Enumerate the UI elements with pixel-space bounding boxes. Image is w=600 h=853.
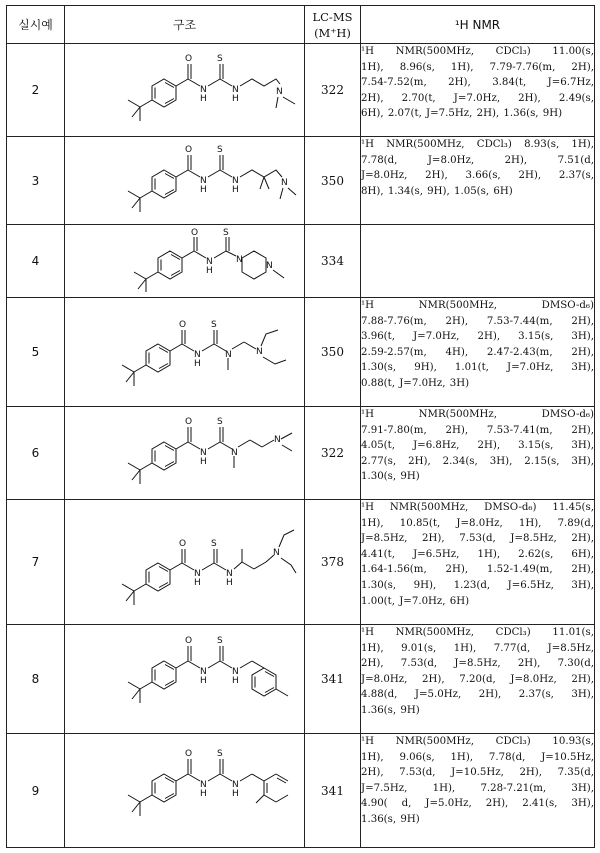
- nmr-data: [361, 225, 595, 298]
- svg-text:O: O: [184, 417, 192, 427]
- nmr-line: 4.88(d, J=5.0Hz, 2H), 2.37(s, 3H),: [361, 689, 594, 701]
- svg-text:O: O: [178, 539, 186, 549]
- svg-text:N: N: [199, 448, 207, 458]
- svg-text:H: H: [199, 184, 207, 195]
- structure-cell: [65, 225, 305, 298]
- structure-cell: [65, 407, 305, 500]
- chemical-structure-image: [70, 46, 300, 134]
- lcms-value: 350: [305, 137, 361, 225]
- lcms-value: 334: [305, 225, 361, 298]
- structure-cell: [65, 734, 305, 848]
- svg-text:O: O: [184, 54, 192, 64]
- table-row: [7, 625, 595, 734]
- nmr-line: 1.36(s, 9H): [361, 813, 420, 825]
- svg-text:N: N: [199, 779, 207, 790]
- svg-text:N: N: [205, 257, 213, 267]
- svg-text:N: N: [272, 548, 280, 558]
- svg-text:N: N: [231, 85, 239, 95]
- chemical-structure-image: [70, 409, 300, 497]
- header-example: 실시예: [7, 6, 65, 44]
- nmr-line: 1.36(s, 9H): [361, 704, 420, 716]
- svg-text:N: N: [231, 175, 239, 186]
- nmr-line: 2.77(s, 2H), 2.34(s, 3H), 2.15(s, 3H),: [361, 455, 594, 467]
- svg-text:N: N: [235, 255, 243, 265]
- nmr-line: 7.78(d, J=8.0Hz, 2H), 7.51(d,: [361, 154, 594, 166]
- compound-table: [6, 5, 595, 848]
- svg-text:O: O: [190, 228, 198, 238]
- svg-text:N: N: [225, 569, 233, 579]
- svg-text:N: N: [230, 448, 238, 458]
- nmr-data: [361, 734, 595, 848]
- chemical-structure-image: [70, 302, 300, 402]
- lcms-value: 322: [305, 407, 361, 500]
- svg-text:N: N: [275, 87, 283, 97]
- svg-text:H: H: [231, 788, 239, 799]
- svg-text:H: H: [199, 94, 207, 104]
- nmr-line: J=8.0Hz, 2H), 7.20(d, J=8.0Hz, 2H),: [361, 673, 594, 685]
- svg-text:N: N: [199, 85, 207, 95]
- nmr-line: 1H), 10.85(t, J=8.0Hz, 1H), 7.89(d,: [361, 517, 594, 529]
- nmr-line: J=7.5Hz, 1H), 7.28-7.21(m, 3H),: [361, 782, 594, 794]
- svg-text:H: H: [193, 359, 201, 369]
- svg-text:S: S: [210, 539, 217, 549]
- example-number: 9: [7, 734, 65, 848]
- example-number: 2: [7, 44, 65, 137]
- svg-text:N: N: [255, 347, 263, 357]
- svg-text:O: O: [184, 636, 192, 646]
- lcms-value: 341: [305, 734, 361, 848]
- nmr-line: 7.88-7.76(m, 2H), 7.53-7.44(m, 2H),: [361, 315, 594, 327]
- nmr-data: [361, 500, 595, 625]
- nmr-line: 7.91-7.80(m, 2H), 7.53-7.41(m, 2H),: [361, 424, 594, 436]
- svg-text:N: N: [265, 261, 273, 271]
- nmr-line: 2.59-2.57(m, 4H), 2.47-2.43(m, 2H),: [361, 346, 594, 358]
- header-lcms: [305, 6, 361, 44]
- nmr-line: ¹H NMR(500MHz, DMSO-d₆): [361, 300, 594, 311]
- svg-text:N: N: [199, 175, 207, 186]
- nmr-line: 4.90( d, J=5.0Hz, 2H), 2.41(s, 3H),: [361, 798, 594, 810]
- svg-text:N: N: [280, 177, 288, 188]
- nmr-line: 1.30(s, 9H), 1.01(t, J=7.0Hz, 3H),: [361, 362, 594, 374]
- example-number: 7: [7, 500, 65, 625]
- chemical-structure-image: [70, 139, 300, 223]
- svg-text:H: H: [231, 676, 239, 686]
- svg-text:O: O: [184, 748, 192, 759]
- header-row: [7, 6, 595, 44]
- table-row: [7, 500, 595, 625]
- svg-text:H: H: [225, 578, 233, 588]
- lcms-value: 322: [305, 44, 361, 137]
- nmr-line: 1H), 8.96(s, 1H), 7.79-7.76(m, 2H),: [361, 61, 594, 73]
- svg-text:H: H: [199, 457, 207, 467]
- nmr-line: 1.64-1.56(m, 2H), 1.52-1.49(m, 2H),: [361, 564, 594, 576]
- svg-text:N: N: [199, 667, 207, 677]
- header-lcms-line1: LC-MS: [312, 9, 353, 24]
- nmr-line: 3.96(t, J=7.0Hz, 2H), 3.15(s, 3H),: [361, 331, 594, 343]
- table-row: [7, 44, 595, 137]
- nmr-line: 7.54-7.52(m, 2H), 3.84(t, J=6.7Hz,: [361, 77, 594, 89]
- svg-text:H: H: [199, 676, 207, 686]
- structure-cell: [65, 298, 305, 407]
- nmr-data: [361, 407, 595, 500]
- table-row: [7, 137, 595, 225]
- svg-text:H: H: [231, 184, 239, 195]
- svg-text:S: S: [210, 320, 217, 330]
- svg-text:H: H: [193, 578, 201, 588]
- nmr-line: ¹H NMR(500MHz, DMSO-d₆): [361, 409, 594, 420]
- nmr-line: 1.30(s, 9H), 1.23(d, J=6.5Hz, 3H),: [361, 579, 594, 591]
- svg-text:N: N: [224, 350, 232, 360]
- example-number: 3: [7, 137, 65, 225]
- nmr-line: 1H), 9.01(s, 1H), 7.77(d, J=8.5Hz,: [361, 642, 594, 654]
- svg-text:S: S: [216, 144, 223, 155]
- table-row: [7, 734, 595, 848]
- nmr-line: ¹H NMR(500MHz, CDCl₃) 8.93(s, 1H),: [361, 139, 594, 150]
- table-row: [7, 298, 595, 407]
- chemical-structure-image: [70, 628, 300, 730]
- chemical-structure-image: [70, 226, 300, 296]
- nmr-line: 1H), 9.06(s, 1H), 7.78(d, J=10.5Hz,: [361, 751, 594, 763]
- nmr-line: ¹H NMR(500MHz, DMSO-d₆) 11.45(s,: [361, 502, 594, 513]
- svg-text:O: O: [184, 144, 192, 155]
- svg-text:N: N: [231, 667, 239, 677]
- structure-cell: [65, 625, 305, 734]
- svg-text:S: S: [216, 748, 223, 759]
- lcms-value: 350: [305, 298, 361, 407]
- svg-text:S: S: [216, 417, 223, 427]
- nmr-line: 2H), 2.70(t, J=7.0Hz, 2H), 2.49(s,: [361, 92, 594, 104]
- nmr-line: ¹H NMR(500MHz, CDCl₃) 10.93(s,: [361, 736, 594, 747]
- nmr-line: 4.05(t, J=6.8Hz, 2H), 3.15(s, 3H),: [361, 440, 594, 452]
- nmr-line: ¹H NMR(500MHz, CDCl₃) 11.01(s,: [361, 627, 594, 638]
- svg-text:S: S: [222, 228, 229, 238]
- svg-text:H: H: [199, 788, 207, 799]
- nmr-line: 2H), 7.53(d, J=10.5Hz, 2H), 7.35(d,: [361, 767, 594, 779]
- lcms-value: 378: [305, 500, 361, 625]
- nmr-line: ¹H NMR(500MHz, CDCl₃) 11.00(s,: [361, 46, 594, 57]
- chemical-structure-image: [70, 739, 300, 843]
- svg-text:N: N: [193, 350, 201, 360]
- svg-text:S: S: [216, 54, 223, 64]
- nmr-data: [361, 44, 595, 137]
- svg-text:N: N: [193, 569, 201, 579]
- example-number: 6: [7, 407, 65, 500]
- structure-cell: [65, 500, 305, 625]
- nmr-line: J=8.0Hz, 2H), 3.66(s, 2H), 2.37(s,: [361, 170, 594, 182]
- structure-cell: [65, 44, 305, 137]
- svg-text:S: S: [216, 636, 223, 646]
- nmr-data: [361, 137, 595, 225]
- nmr-line: 0.88(t, J=7.0Hz, 3H): [361, 377, 470, 389]
- nmr-line: 1.00(t, J=7.0Hz, 6H): [361, 595, 470, 607]
- nmr-data: [361, 298, 595, 407]
- example-number: 5: [7, 298, 65, 407]
- nmr-line: 1.30(s, 9H): [361, 471, 420, 483]
- svg-text:O: O: [178, 320, 186, 330]
- table-row: [7, 225, 595, 298]
- svg-text:H: H: [231, 94, 239, 104]
- table-row: [7, 407, 595, 500]
- nmr-line: 2H), 7.53(d, J=8.5Hz, 2H), 7.30(d,: [361, 658, 594, 670]
- header-lcms-line2: (M⁺H): [314, 25, 351, 40]
- nmr-line: 8H), 1.34(s, 9H), 1.05(s, 6H): [361, 185, 513, 197]
- nmr-line: 4.41(t, J=6.5Hz, 1H), 2.62(s, 6H),: [361, 548, 594, 560]
- header-structure: 구조: [65, 6, 305, 44]
- svg-text:N: N: [273, 435, 281, 445]
- example-number: 8: [7, 625, 65, 734]
- lcms-value: 341: [305, 625, 361, 734]
- chemical-structure-image: [70, 503, 300, 621]
- nmr-data: [361, 625, 595, 734]
- svg-text:H: H: [205, 266, 213, 276]
- header-nmr: ¹H NMR: [361, 6, 595, 44]
- nmr-line: J=8.5Hz, 2H), 7.53(d, J=8.5Hz, 2H),: [361, 533, 594, 545]
- nmr-line: 6H), 2.07(t, J=7.5Hz, 2H), 1.36(s, 9H): [361, 108, 563, 120]
- structure-cell: [65, 137, 305, 225]
- example-number: 4: [7, 225, 65, 298]
- svg-text:N: N: [231, 779, 239, 790]
